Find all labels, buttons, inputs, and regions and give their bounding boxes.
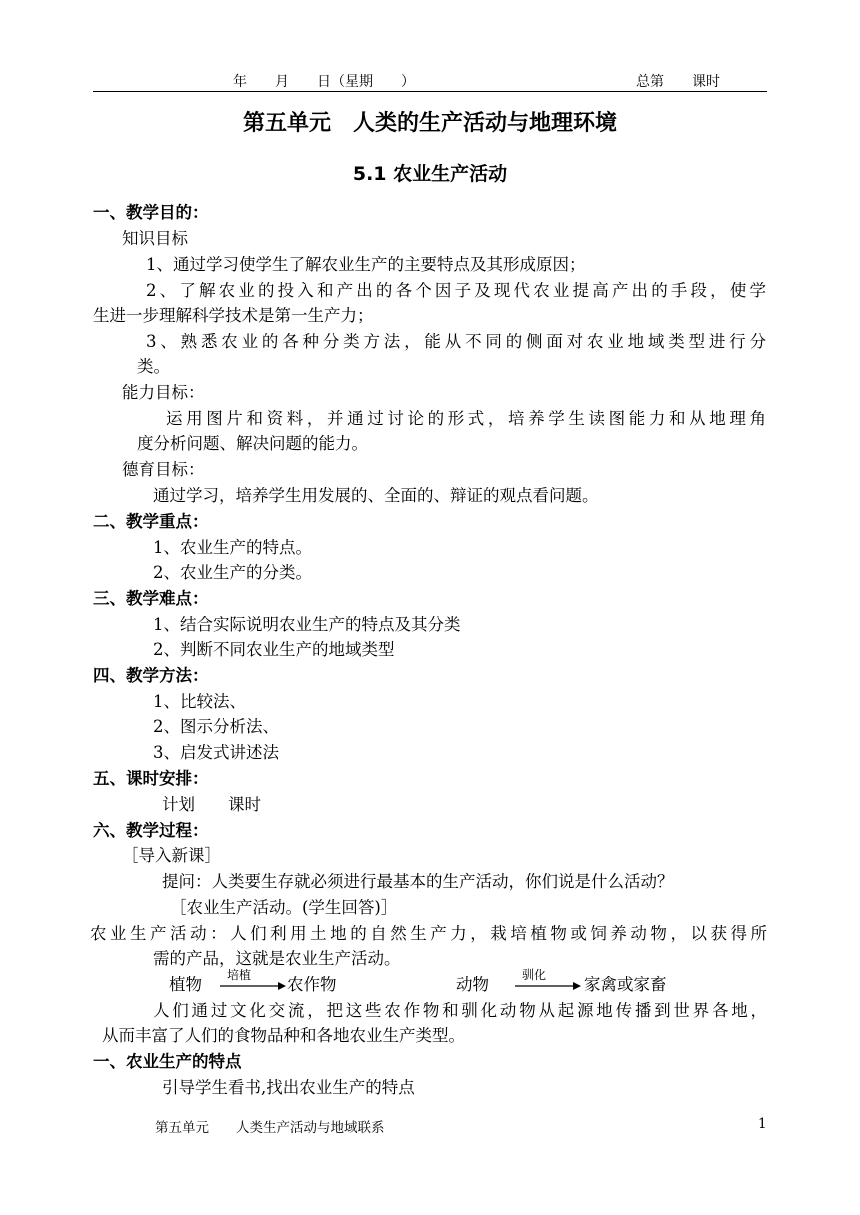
knowledge-goal-3: 3、熟悉农业的各种分类方法，能从不同的侧面对农业地域类型进行分 <box>146 332 766 351</box>
intro-label: ［导入新课］ <box>122 846 221 865</box>
spread-paragraph: 人们通过文化交流，把这些农作物和驯化动物从起源地传播到世界各地， <box>153 1001 767 1020</box>
page-subtitle: 5.1 农业生产活动 <box>352 163 508 185</box>
difficulty-2: 2、判断不同农业生产的地域类型 <box>153 640 395 659</box>
knowledge-goal-3-cont: 类。 <box>137 357 170 376</box>
knowledge-goal-label: 知识目标 <box>122 229 188 248</box>
footer-page-number: 1 <box>758 1116 767 1132</box>
knowledge-goal-1: 1、通过学习使学生了解农业生产的主要特点及其形成原因； <box>146 255 586 274</box>
agriculture-definition: 农业生产活动：人们利用土地的自然生产力，栽培植物或饲养动物，以获得所 <box>90 924 767 943</box>
ability-goal-label: 能力目标： <box>122 383 205 402</box>
header-lesson-count: 总第 课时 <box>636 74 720 90</box>
header-date: 年 月 日（星期 ） <box>233 74 415 90</box>
diagram-cultivate-arrow <box>220 981 286 991</box>
intro-answer: ［农业生产活动。(学生回答)］ <box>170 898 398 917</box>
method-1: 1、比较法、 <box>153 692 246 711</box>
method-2: 2、图示分析法、 <box>153 717 279 736</box>
section-heading-difficulties: 三、教学难点： <box>93 589 209 608</box>
intro-question: 提问：人类要生存就必须进行最基本的生产活动，你们说是什么活动？ <box>162 872 674 891</box>
knowledge-goal-2: 2、了解农业的投入和产出的各个因子及现代农业提高产出的手段，使学 <box>146 281 766 300</box>
difficulty-1: 1、结合实际说明农业生产的特点及其分类 <box>153 615 461 634</box>
moral-goal-label: 德育目标： <box>122 460 205 479</box>
spread-paragraph-cont: 从而丰富了人们的食物品种和各地农业生产类型。 <box>102 1026 465 1045</box>
ability-goal-text-cont: 度分析问题、解决问题的能力。 <box>137 434 368 453</box>
section-heading-methods: 四、教学方法： <box>93 666 209 685</box>
page-title: 第五单元 人类的生产活动与地理环境 <box>242 111 617 136</box>
section-heading-schedule: 五、课时安排： <box>93 769 209 788</box>
knowledge-goal-2-cont: 生进一步理解科学技术是第一生产力； <box>93 306 374 325</box>
header-rule <box>93 91 767 92</box>
ability-goal-text: 运用图片和资料，并通过讨论的形式，培养学生读图能力和从地理角 <box>166 409 766 428</box>
diagram-domesticate-arrow <box>515 981 581 991</box>
diagram-animal: 动物 <box>456 975 489 994</box>
key-point-2: 2、农业生产的分类。 <box>153 563 312 582</box>
footer-unit: 第五单元 人类生产活动与地域联系 <box>155 1120 385 1136</box>
diagram-cultivate-label: 培植 <box>227 968 252 982</box>
moral-goal-text: 通过学习，培养学生用发展的、全面的、辩证的观点看问题。 <box>153 486 599 505</box>
agriculture-definition-cont: 需的产品，这就是农业生产活动。 <box>153 949 401 968</box>
diagram-livestock: 家禽或家畜 <box>584 975 667 994</box>
diagram-crop: 农作物 <box>287 975 337 994</box>
method-3: 3、启发式讲述法 <box>153 743 279 762</box>
guide-text: 引导学生看书,找出农业生产的特点 <box>162 1078 415 1097</box>
key-point-1: 1、农业生产的特点。 <box>153 538 312 557</box>
schedule-text: 计划 课时 <box>162 795 261 814</box>
section-heading-process: 六、教学过程： <box>93 821 209 840</box>
diagram-plant: 植物 <box>169 975 202 994</box>
section-heading-characteristics: 一、农业生产的特点 <box>93 1052 242 1071</box>
section-heading-key-points: 二、教学重点： <box>93 512 209 531</box>
diagram-domesticate-label: 驯化 <box>522 968 547 982</box>
section-heading-objectives: 一、教学目的： <box>93 203 209 222</box>
